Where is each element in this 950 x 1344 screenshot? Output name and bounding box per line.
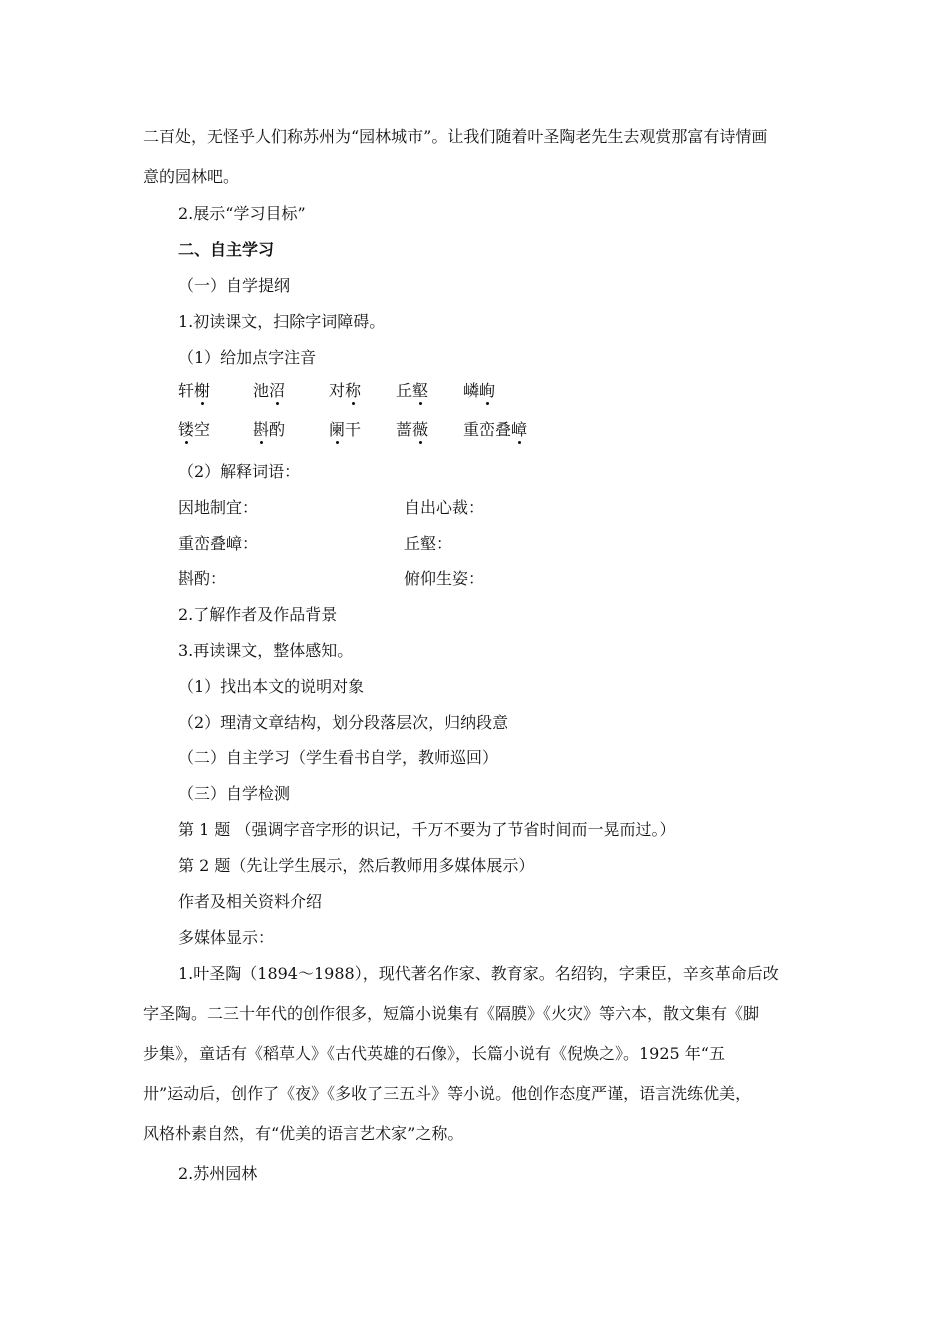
author-bio-line-3: 步集》，童话有《稻草人》《古代英雄的石像》，长篇小说有《倪焕之》。1925 年“五 [143, 1044, 725, 1063]
char: 蔷 [396, 420, 413, 439]
self-check-heading: （三）自学检测 [178, 784, 291, 803]
char: 嶙 [463, 381, 480, 400]
dotted-char: 镂 [178, 420, 195, 439]
pinyin-word [253, 380, 285, 402]
question-2: 第 2 题（先让学生展示，然后教师用多媒体展示） [178, 856, 535, 875]
author-bio-line-4: 卅”运动后，创作了《夜》《多收了三五斗》等小说。他创作态度严谨，语言洗练优美， [143, 1084, 752, 1103]
char: 轩 [178, 381, 195, 400]
outline-item-1: 1.初读课文，扫除字词障碍。 [178, 312, 386, 331]
pinyin-word [178, 380, 210, 402]
char: 叠 [495, 420, 512, 439]
char: 峦 [479, 420, 496, 439]
self-study-line: （二）自主学习（学生看书自学，教师巡回） [178, 748, 499, 767]
question-1: 第 1 题 （强调字音字形的识记，千万不要为了节省时间而一晃而过。） [178, 820, 676, 839]
pinyin-word [463, 419, 527, 441]
outline-sub-1: （1）给加点字注音 [178, 348, 317, 367]
char: 重 [463, 420, 480, 439]
dotted-char: 薇 [412, 420, 429, 439]
outline-item-3: 3.再读课文，整体感知。 [178, 641, 354, 660]
pinyin-word [253, 419, 285, 441]
dotted-char: 壑 [412, 381, 429, 400]
vocab-term: 俯仰生姿： [404, 569, 485, 588]
author-bio-line-2: 字圣陶。二三十年代的创作很多，短篇小说集有《隔膜》《火灾》等六本，散文集有《脚 [143, 1004, 760, 1023]
outline-item-2: 2.了解作者及作品背景 [178, 605, 338, 624]
outline-item-3-sub-1: （1）找出本文的说明对象 [178, 677, 365, 696]
author-bio-line-1: 1.叶圣陶（1894～1988），现代著名作家、教育家。名绍钧，字秉臣，辛亥革命后改 [178, 964, 779, 983]
dotted-char: 沼 [269, 381, 286, 400]
multimedia-line: 多媒体显示： [178, 928, 275, 947]
pinyin-word [396, 380, 428, 402]
vocab-term: 因地制宜： [178, 498, 259, 517]
char: 空 [194, 420, 211, 439]
outline-item-3-sub-2: （2）理清文章结构，划分段落层次，归纳段意 [178, 713, 509, 732]
dotted-char: 阑 [329, 420, 346, 439]
outline-heading: （一）自学提纲 [178, 276, 291, 295]
pinyin-word [396, 419, 428, 441]
vocab-term: 斟酌： [178, 569, 227, 588]
dotted-char: 称 [345, 381, 362, 400]
pinyin-word [329, 419, 361, 441]
char: 对 [329, 381, 346, 400]
char: 丘 [396, 381, 413, 400]
suzhou-gardens-line: 2.苏州园林 [178, 1164, 258, 1183]
pinyin-word [463, 380, 495, 402]
author-bio-line-5: 风格朴素自然，有“优美的语言艺术家”之称。 [143, 1124, 464, 1143]
dotted-char: 斟 [253, 420, 270, 439]
dotted-char: 榭 [194, 381, 211, 400]
pinyin-word [178, 419, 210, 441]
char: 干 [345, 420, 362, 439]
pinyin-word [329, 380, 361, 402]
section-heading: 二、自主学习 [178, 240, 275, 259]
author-intro-line: 作者及相关资料介绍 [178, 892, 323, 911]
vocab-term: 丘壑： [404, 534, 453, 553]
outline-sub-2: （2）解释词语： [178, 462, 301, 481]
dotted-char: 嶂 [511, 420, 528, 439]
char: 酌 [269, 420, 286, 439]
char: 池 [253, 381, 270, 400]
vocab-term: 重峦叠嶂： [178, 534, 259, 553]
vocab-term: 自出心裁： [404, 498, 485, 517]
intro-line-2: 意的园林吧。 [143, 167, 240, 186]
show-goals-line: 2.展示“学习目标” [178, 204, 306, 223]
dotted-char: 峋 [479, 381, 496, 400]
intro-line-1: 二百处，无怪乎人们称苏州为“园林城市”。让我们随着叶圣陶老先生去观赏那富有诗情画 [143, 127, 768, 146]
